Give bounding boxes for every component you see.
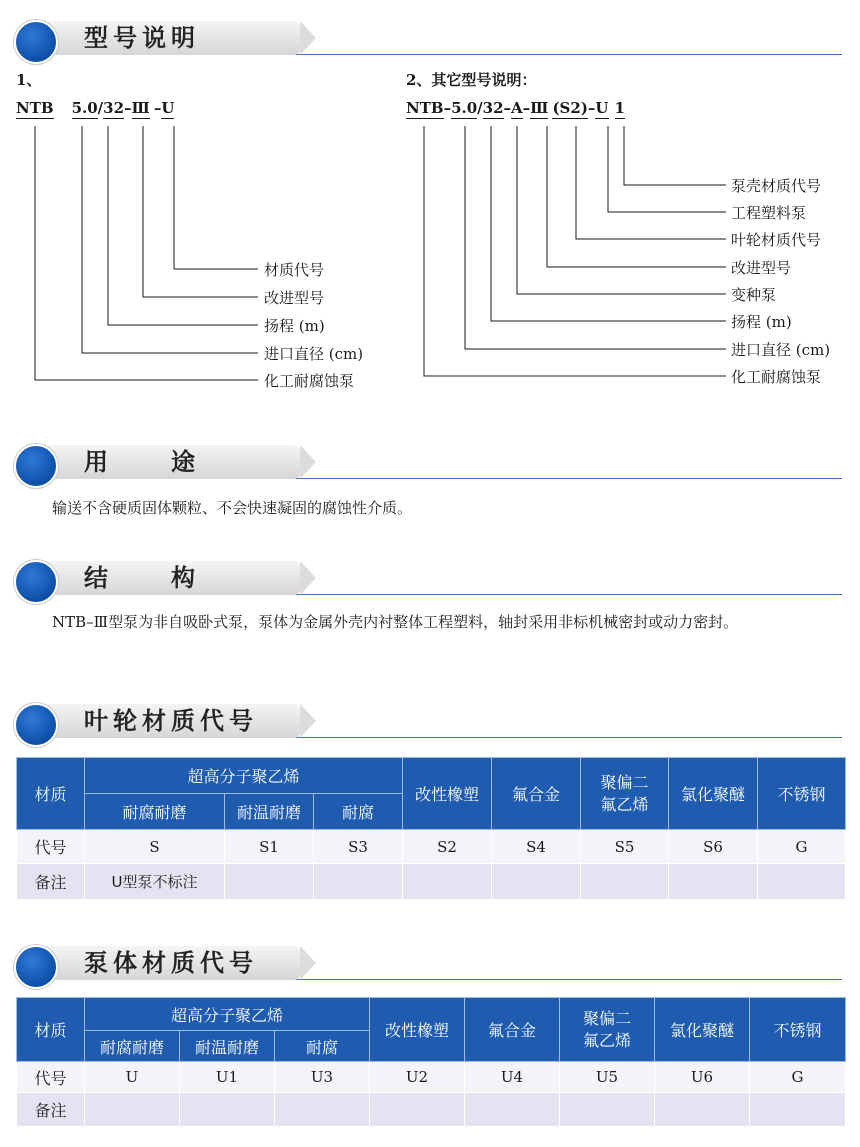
header-uhmwpe: 超高分子聚乙烯 [85, 758, 403, 794]
section-header-usage [0, 432, 860, 488]
table-cell: G [758, 830, 846, 864]
table-cell: U5 [560, 1062, 655, 1093]
table-cell [465, 1093, 560, 1127]
model2-label-casing: 泵壳材质代号 [731, 177, 822, 195]
header-pvdf: 聚偏二氟乙烯 [581, 758, 669, 830]
bullet-icon [14, 945, 58, 989]
header-stainless-steel: 不锈钢 [758, 758, 846, 830]
table-cell [758, 864, 846, 900]
model1-label-inlet: 进口直径 (cm) [264, 345, 364, 363]
model1-code: NTB 5.0/32–Ⅲ –U [16, 99, 175, 117]
table-cell: S3 [314, 830, 403, 864]
table-header-row [17, 998, 846, 1031]
table-cell: S2 [403, 830, 492, 864]
subheader-corrosion: 耐腐 [275, 1031, 370, 1062]
model2-code: NTB–5.0/32–A–Ⅲ (S2)–U 1 [406, 99, 625, 117]
table-row [17, 830, 846, 864]
impeller-material-table [16, 757, 846, 900]
header-stainless-steel: 不锈钢 [750, 998, 846, 1062]
header-chlorinated-polyether: 氯化聚醚 [669, 758, 758, 830]
model2-label-plastic: 工程塑料泵 [731, 204, 807, 222]
usage-text: 输送不含硬质固体颗粒、不会快速凝固的腐蚀性介质。 [52, 499, 413, 517]
casing-material-table [16, 997, 846, 1127]
bullet-icon [14, 703, 58, 747]
table-cell: U [85, 1062, 180, 1093]
header-uhmwpe: 超高分子聚乙烯 [85, 998, 370, 1031]
table-cell: S4 [492, 830, 581, 864]
row-label-note: 备注 [17, 1093, 85, 1127]
bullet-icon [14, 560, 58, 604]
subheader-corrosion: 耐腐 [314, 794, 403, 830]
model2-label-variant: 变种泵 [731, 286, 777, 304]
model2-label-improved: 改进型号 [731, 259, 792, 277]
model1-label-improved: 改进型号 [264, 289, 325, 307]
subheader-corrosion-wear: 耐腐耐磨 [85, 1031, 180, 1062]
subheader-temp-wear: 耐温耐磨 [180, 1031, 275, 1062]
table-cell [581, 864, 669, 900]
table-cell [85, 1093, 180, 1127]
table-cell [750, 1093, 846, 1127]
table-cell: S5 [581, 830, 669, 864]
section-title: 泵体材质代号 [84, 949, 258, 977]
subheader-corrosion-wear: 耐腐耐磨 [85, 794, 225, 830]
table-cell: G [750, 1062, 846, 1093]
header-modified-rubber: 改性橡塑 [370, 998, 465, 1062]
table-row [17, 864, 846, 900]
table-cell [655, 1093, 750, 1127]
table-cell [180, 1093, 275, 1127]
table-cell [370, 1093, 465, 1127]
table-cell: U3 [275, 1062, 370, 1093]
subheader-temp-wear: 耐温耐磨 [225, 794, 314, 830]
model2-index: 2、其它型号说明： [406, 71, 537, 89]
table-cell [225, 864, 314, 900]
header-chlorinated-polyether: 氯化聚醚 [655, 998, 750, 1062]
header-material: 材质 [17, 998, 85, 1062]
table-cell: S1 [225, 830, 314, 864]
row-label-note: 备注 [17, 864, 85, 900]
table-cell: S [85, 830, 225, 864]
table-header-row [17, 758, 846, 794]
header-fluoro-alloy: 氟合金 [492, 758, 581, 830]
table-cell: U6 [655, 1062, 750, 1093]
row-label-code: 代号 [17, 830, 85, 864]
structure-text: NTB–Ⅲ型泵为非自吸卧式泵，泵体为金属外壳内衬整体工程塑料，轴封采用非标机械密封或动力密封。 [52, 613, 739, 631]
section-title: 结 构 [84, 564, 200, 592]
model2-label-pump: 化工耐腐蚀泵 [731, 368, 822, 386]
model1-label-head: 扬程 (m) [264, 317, 325, 335]
table-cell [492, 864, 581, 900]
model2-label-inlet: 进口直径 (cm) [731, 341, 831, 359]
model2-label-impeller: 叶轮材质代号 [731, 231, 822, 249]
model1-label-pump: 化工耐腐蚀泵 [264, 372, 355, 390]
section-title: 叶轮材质代号 [84, 707, 258, 735]
table-cell [669, 864, 758, 900]
section-title: 型号说明 [84, 24, 200, 52]
model1-index: 1、 [16, 71, 42, 89]
table-cell: U2 [370, 1062, 465, 1093]
bullet-icon [14, 444, 58, 488]
section-title: 用 途 [84, 448, 200, 476]
model2-label-head: 扬程 (m) [731, 313, 792, 331]
table-cell-note: U型泵不标注 [85, 864, 225, 900]
model1-label-material: 材质代号 [264, 261, 325, 279]
section-header-casing [0, 933, 860, 989]
header-pvdf: 聚偏二氟乙烯 [560, 998, 655, 1062]
header-fluoro-alloy: 氟合金 [465, 998, 560, 1062]
table-cell [560, 1093, 655, 1127]
table-cell [403, 864, 492, 900]
table-row [17, 1093, 846, 1127]
table-cell [314, 864, 403, 900]
header-material: 材质 [17, 758, 85, 830]
section-header-impeller [0, 691, 860, 747]
table-cell: U1 [180, 1062, 275, 1093]
table-cell [275, 1093, 370, 1127]
section-header-structure [0, 548, 860, 604]
row-label-code: 代号 [17, 1062, 85, 1093]
table-row [17, 1062, 846, 1093]
table-cell: U4 [465, 1062, 560, 1093]
header-modified-rubber: 改性橡塑 [403, 758, 492, 830]
table-cell: S6 [669, 830, 758, 864]
